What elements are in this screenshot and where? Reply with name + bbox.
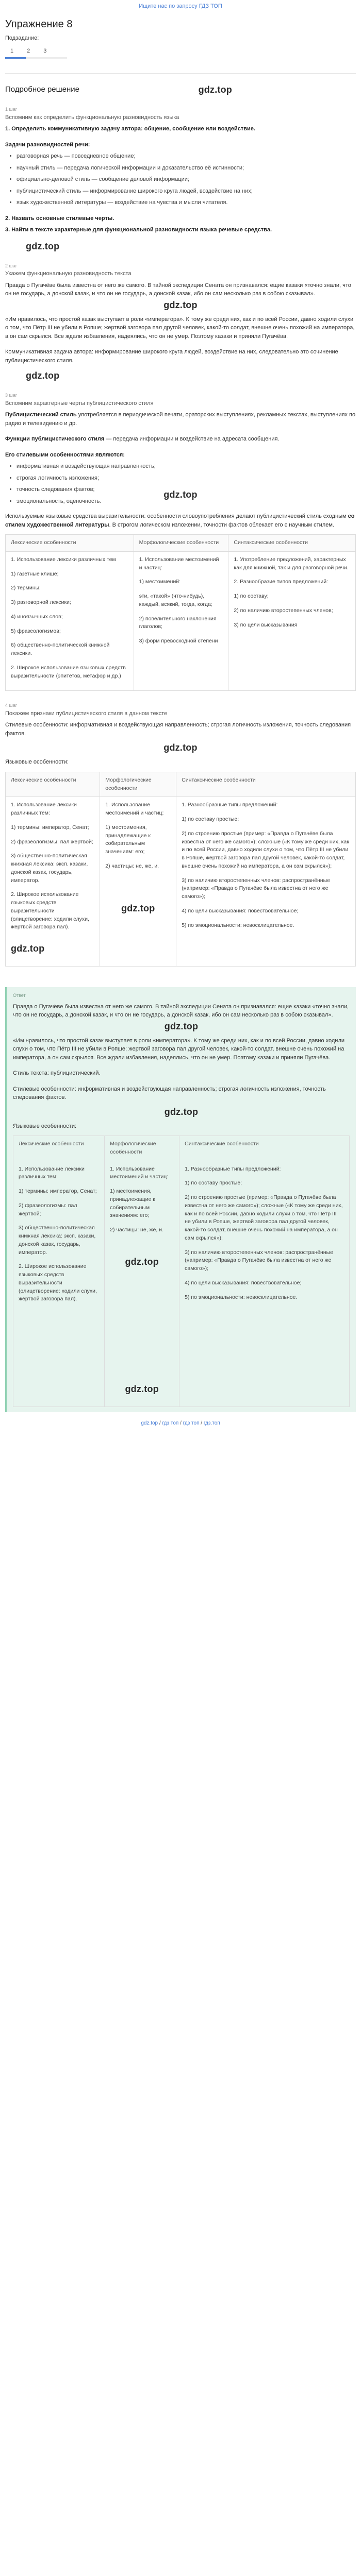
term: Функции публицистического стиля	[5, 436, 105, 442]
cell-line: 2) по наличию второстепенных членов;	[234, 607, 333, 614]
step-3-tag: 3 шаг	[5, 393, 18, 398]
footer-link[interactable]: гдз топ	[162, 1420, 179, 1426]
emphasis: со стилем художественной литературы	[5, 513, 355, 528]
list-item: • информативная и воздействующая направленность;	[17, 462, 356, 471]
paragraph: Используемые языковые средства выразительности: особенности словоупотребления делают публицистический стиль сходным	[5, 513, 348, 519]
cell-line: 1) по составу простые;	[185, 1180, 242, 1187]
table-cell	[228, 551, 356, 691]
cell-line: 1) местоимения, принадлежащие к собирательным значениям: его;	[105, 824, 151, 855]
cell-line: 1. Использование лексики различных тем	[11, 556, 116, 563]
subtask-label: Подзадание:	[5, 35, 39, 41]
search-hint-link[interactable]: Ищите нас по запросу ГДЗ ТОП	[139, 3, 222, 9]
cell-line: 2. Разнообразие типов предложений:	[234, 579, 329, 585]
list-item: • язык художественной литературы — воздействие на чувства и мысли читателя.	[17, 198, 356, 207]
cell-line: 1. Использование лексики различных тем:	[19, 1165, 85, 1180]
table-header: Лексические особенности	[13, 1136, 105, 1161]
list-item: • научный стиль — передача логической информации и доказательство её истинности;	[17, 164, 356, 173]
cell-line: 2) частицы: не, же, и.	[105, 862, 159, 869]
step-3-question: Вспомним характерные черты публицистического стиля	[5, 400, 154, 406]
features-table	[5, 534, 356, 691]
step-2-tag: 2 шаг	[5, 263, 18, 268]
list-item: • публицистический стиль — информирование широкого круга людей, воздействие на них;	[17, 187, 356, 196]
cell-line: 1. Разнообразные типы предложений:	[185, 1165, 281, 1172]
table-header-row	[6, 772, 356, 797]
step-4-question: Покажем признаки публицистического стиля в данном тексте	[5, 710, 168, 717]
watermark: gdz.top	[121, 903, 155, 913]
cell-line: 1) местоимения, принадлежащие к собирательным значениям: его;	[110, 1188, 155, 1219]
watermark: gdz.top	[125, 1383, 159, 1394]
cell-line: 1. Использование лексики различных тем:	[11, 802, 77, 816]
cell-line: 1. Употребление предложений, характерных как для книжной, так и для разговорной речи.	[234, 556, 349, 571]
cell-line: 1) термины: император, Сенат;	[11, 824, 89, 831]
cell-line: 1) по составу;	[234, 593, 269, 599]
watermark: gdz.top	[163, 489, 198, 500]
cell-line: 3) общественно-политическая книжная лексика: эксп. казаки, донской казак, государь, император.	[11, 853, 88, 884]
cell-line: 4) по цели высказывания: повествовательное;	[185, 1279, 302, 1286]
table-header: Синтаксические особенности	[179, 1136, 350, 1161]
table-header: Лексические особенности	[6, 772, 100, 797]
cell-line: 3) по цели высказывания	[234, 621, 298, 628]
list-item: • официально-деловой стиль — сообщение деловой информации;	[17, 175, 356, 184]
cell-line: 1. Разнообразные типы предложений:	[182, 802, 278, 808]
cell-line: 1) газетные клише;	[11, 570, 59, 577]
features-table	[5, 772, 356, 967]
cell-line: 2. Широкое использование языковых средств выразительности (эпитетов, метафор и др.)	[11, 664, 126, 679]
table-cell	[179, 1161, 350, 1406]
step-1-tag: 1 шаг	[5, 107, 18, 112]
cell-line: эти, «такой» (что-нибудь), каждый, всякий, тогда, когда;	[139, 593, 212, 607]
subtask-tab-3[interactable]: 3	[43, 47, 47, 54]
table-header: Синтаксические особенности	[228, 535, 356, 552]
table-row	[6, 797, 356, 967]
quote-paragraph: «Им нравилось, что простой казак выступает в роли «императора». К тому же среди них, как и по всей России, давно ходили слухи о том, что Пётр III не убили в Ропше; жертвой заговора пал другой человек, какой-то солдат, внешне очень похожий на императора, а он сам скрылся. Все ждали избавления, надеялись, что он не умер. Поэтому казаки и приняли Пугачёва.	[5, 316, 355, 340]
list-item: • точность следования фактов;	[17, 485, 356, 494]
cell-line: 2) термины;	[11, 585, 41, 591]
cell-line: 3) по наличию второстепенных членов: распространённые (например: «Правда о Пугачёве была известна от него же самого»);	[182, 877, 330, 900]
paragraph: Стилевые особенности: информативная и воздействующая направленность; строгая логичность изложения, точность следования фактов.	[5, 722, 351, 737]
paragraph: Языковые особенности:	[5, 759, 69, 766]
solution-section	[5, 73, 356, 1412]
cell-line: 4) иноязычных слов;	[11, 613, 63, 620]
cell-line: 4) по цели высказывания: повествовательное;	[182, 907, 299, 914]
cell-line: 1) местоимений:	[139, 579, 181, 585]
cell-line: 3) форм превосходной степени	[139, 638, 218, 644]
cell-line: 1) по составу простые;	[182, 816, 239, 822]
cell-line: 3) по наличию второстепенных членов: распространённые (например: «Правда о Пугачёве была известна от него же самого»);	[185, 1249, 333, 1272]
subtask-pager	[5, 47, 356, 56]
paragraph: Стиль текста: публицистический.	[13, 1070, 101, 1076]
cell-line: 2) по строению простые (пример: «Правда о Пугачёве была известна от него же самого»); сложные («К тому же среди них, как и по всей России, давно ходили слухи о том, что Пётр III не убили в Ропше, жертвой заговора пал другой человек, какой-то солдат, внешне очень похожий на императора, а он сам скрылся»);	[185, 1194, 343, 1241]
step-1-question: Вспомним как определить функциональную разновидность языка	[5, 114, 179, 121]
cell-line: 2. Широкое использование языковых средств выразительности (олицетворение: ходили слухи, жертвой заговора пал).	[11, 891, 89, 930]
solution-title: Подробное решение	[5, 85, 80, 94]
cell-line: 3) общественно-политическая книжная лексика: эксп. казаки, донской казак, государь, император.	[19, 1225, 96, 1256]
paragraph: Языковые особенности:	[13, 1123, 77, 1129]
cell-line: 2) повелительного наклонения глаголов;	[139, 615, 217, 630]
cell-line: 6) общественно-политической книжной лексики.	[11, 642, 110, 656]
quote-paragraph: «Им нравилось, что простой казак выступает в роли «императора». К тому же среди них, как и по всей России, давно ходили слухи о том, что Пётр III не убили в Ропше; жертвой заговора пал другой человек, какой-то солдат, внешне очень похожий на императора, а он сам скрылся. Все ждали избавления, надеялись, что он не умер. Поэтому казаки и приняли Пугачёва.	[13, 1037, 345, 1061]
cell-line: 5) по эмоциональности: невосклицательное.	[182, 922, 294, 928]
table-cell	[6, 551, 134, 691]
step-1-list	[17, 152, 356, 207]
quote-paragraph: Правда о Пугачёве была известна от него же самого. В тайной экспедиции Сената он признавался: ещие казаки «точно знали, что он не государь, а донской казак, и что он не государь, а донской казак, ибо он сам несколько раз в собою сказывал».	[5, 282, 351, 297]
features-table	[13, 1136, 350, 1407]
watermark: gdz.top	[125, 1256, 159, 1267]
step-1-tasks-heading: Задачи разновидностей речи:	[5, 141, 90, 148]
cell-line: 5) по эмоциональности: невосклицательное.	[185, 1294, 298, 1300]
table-header: Лексические особенности	[6, 535, 134, 552]
pager-indicator	[5, 57, 67, 59]
list-item: • разговорная речь — повседневное общение;	[17, 152, 356, 161]
answer-tag: Ответ	[13, 993, 26, 998]
step-2-question: Укажем функциональную разновидность текста	[5, 270, 132, 277]
term: Публицистический стиль	[5, 412, 77, 418]
watermark: gdz.top	[164, 1021, 199, 1031]
watermark: gdz.top	[11, 943, 45, 954]
definition-text: — передача информации и воздействие на адресата сообщения.	[104, 436, 280, 442]
cell-line: 5) фразеологизмов;	[11, 628, 61, 634]
watermark: gdz.top	[198, 84, 232, 95]
table-cell	[105, 1161, 179, 1406]
table-header: Морфологические особенности	[105, 1136, 179, 1161]
paragraph: . В строгом логическом изложении, точности фактов облекает его с научным стилем.	[109, 521, 334, 528]
definition-text: употребляется в периодической печати, ораторских выступлениях, рекламных текстах, выступлениях по радио и телевидению и др.	[5, 412, 356, 427]
footer-link[interactable]: гдз.топ	[203, 1420, 220, 1426]
task-statement: Коммуникативная задача автора: информирование широкого круга людей, воздействие на них, следовательно это сочинение публицистического стиля.	[5, 349, 338, 364]
paragraph: Стилевые особенности: информативная и воздействующая направленность; строгая логичность изложения, точность следования фактов.	[13, 1086, 326, 1100]
watermark: gdz.top	[163, 742, 198, 753]
cell-line: 1. Использование местоимений и частиц:	[139, 556, 219, 571]
table-row	[6, 551, 356, 691]
table-cell	[134, 551, 228, 691]
quote-paragraph: Правда о Пугачёве была известна от него же самого. В тайной экспедиции Сената он признавался: ещие казаки «точно знали, что он не государь, а донской казак, и что он не государь, а донской казак, ибо он сам несколько раз в собою сказывал».	[13, 1003, 349, 1018]
cell-line: 2) фразеологизмы: пал жертвой;	[11, 838, 93, 845]
cell-line: 2) по строению простые (пример: «Правда о Пугачёве была известна от него же самого»); сложные («К тому же среди них, как и по всей России, давно ходили слухи о том, что Пётр III не убили в Ропше, жертвой заговора пал другой человек, какой-то солдат, внешне очень похожий на императора, а он сам скрылся»);	[182, 830, 349, 869]
table-cell	[6, 797, 100, 967]
cell-line: 3) разговорной лексики;	[11, 599, 71, 605]
table-header: Морфологические особенности	[134, 535, 228, 552]
table-header-row	[6, 535, 356, 552]
step-1-point-3: 3. Найти в тексте характерные для функциональной разновидности языка речевые средства.	[5, 227, 272, 233]
watermark: gdz.top	[164, 1106, 199, 1117]
step-4-tag: 4 шаг	[5, 703, 18, 708]
features-heading: Его стилевыми особенностями являются:	[5, 451, 125, 458]
footer-link[interactable]: gdz.top	[141, 1420, 158, 1426]
list-item: • строгая логичность изложения;	[17, 474, 356, 483]
watermark: gdz.top	[26, 370, 60, 381]
subtask-tab-1[interactable]: 1	[10, 47, 14, 54]
cell-line: 1) термины: император, Сенат;	[19, 1188, 97, 1194]
footer-links: gdz.top / гдз топ / гдз топ / гдз.топ	[141, 1420, 220, 1426]
table-cell	[176, 797, 356, 967]
solution-header	[5, 83, 356, 97]
watermark: gdz.top	[26, 241, 60, 251]
page-title: Упражнение 8	[5, 19, 73, 30]
cell-line: 2. Широкое использование языковых средств выразительности (олицетворение: ходили слухи, жертвой заговора пал).	[19, 1263, 97, 1302]
table-cell	[100, 797, 176, 967]
table-row	[13, 1161, 350, 1406]
answer-box	[5, 987, 356, 1412]
cell-line: 2) фразеологизмы: пал жертвой;	[19, 1202, 77, 1217]
table-header: Морфологические особенности	[100, 772, 176, 797]
watermark: gdz.top	[163, 299, 198, 310]
step-1-point-1: 1. Определить коммуникативную задачу автора: общение, сообщение или воздействие.	[5, 126, 255, 132]
cell-line: 1. Использование местоимений и частиц:	[105, 802, 164, 816]
step-1-point-2: 2. Назвать основные стилевые черты.	[5, 215, 114, 222]
cell-line: 1. Использование местоимений и частиц:	[110, 1165, 169, 1180]
list-item: • эмоциональность, оценочность.	[17, 497, 356, 506]
subtask-tab-2[interactable]: 2	[27, 47, 30, 54]
table-header: Синтаксические особенности	[176, 772, 356, 797]
footer-link[interactable]: гдз топ	[183, 1420, 200, 1426]
cell-line: 2) частицы: не, же, и.	[110, 1227, 164, 1233]
table-cell	[13, 1161, 105, 1406]
table-header-row	[13, 1136, 350, 1161]
